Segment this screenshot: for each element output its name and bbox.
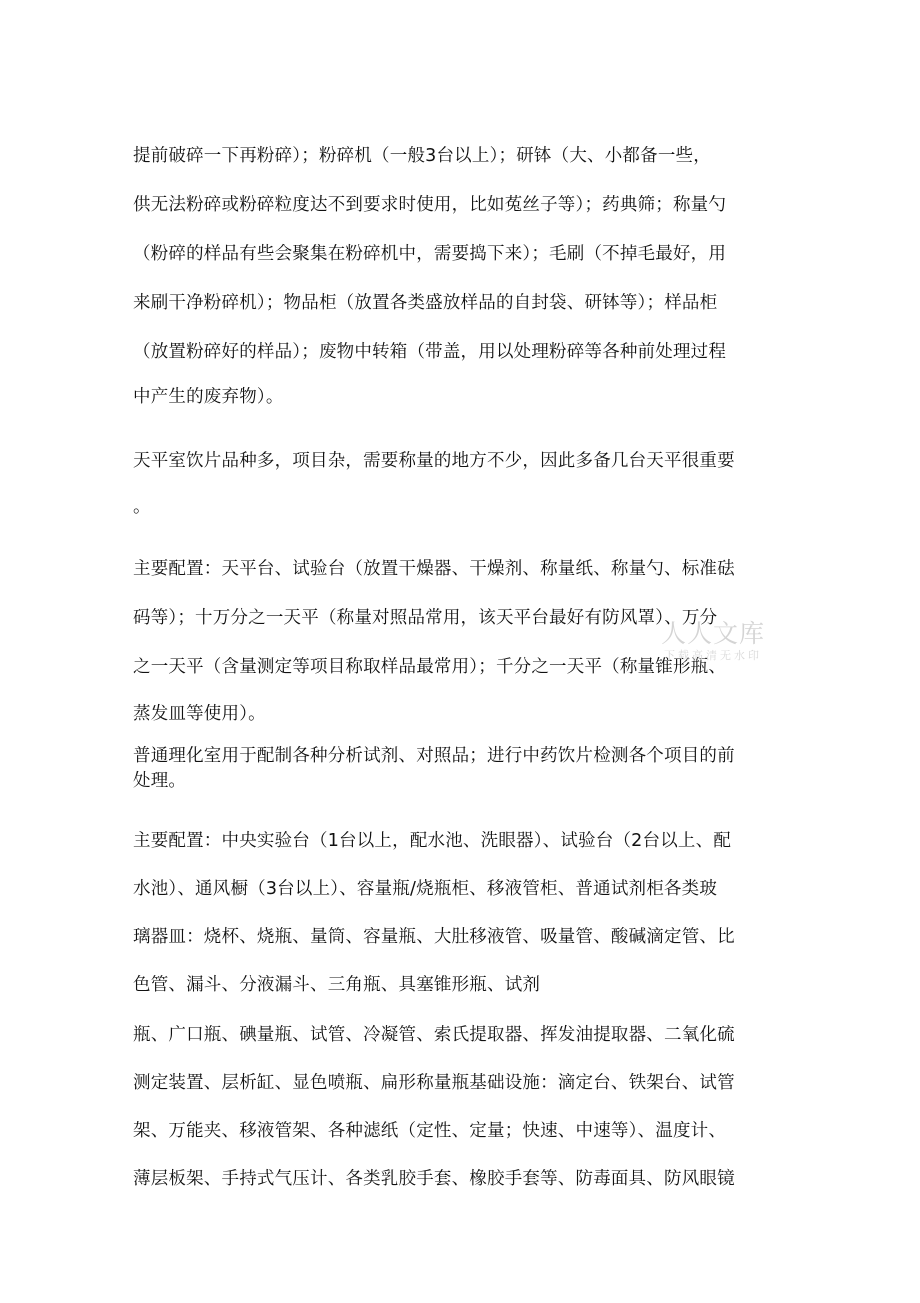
text-line-13: 普通理化室用于配制各种分析试剂、对照品；进行中药饮片检测各个项目的前 <box>133 746 735 766</box>
text-line-11: 之一天平（含量测定等项目称取样品最常用）；千分之一天平（称量锥形瓶、 <box>133 657 727 677</box>
text-line-17: 璃器皿：烧杯、烧瓶、量筒、容量瓶、大肚移液管、吸量管、酸碱滴定管、比 <box>133 927 735 947</box>
text-line-16: 水池）、通风橱（3台以上）、容量瓶/烧瓶柜、移液管柜、普通试剂柜各类玻 <box>133 879 718 899</box>
text-line-2: 供无法粉碎或粉碎粒度达不到要求时使用，比如菟丝子等）；药典筛；称量勺 <box>133 195 727 215</box>
text-line-4: 来刷干净粉碎机）；物品柜（放置各类盛放样品的自封袋、研钵等）；样品柜 <box>133 293 718 313</box>
text-line-22: 薄层板架、手持式气压计、各类乳胶手套、橡胶手套等、防毒面具、防风眼镜 <box>133 1169 735 1189</box>
text-line-5: （放置粉碎好的样品）；废物中转箱（带盖，用以处理粉碎等各种前处理过程 <box>133 342 727 362</box>
text-line-1: 提前破碎一下再粉碎）；粉碎机（一般3台以上）；研钵（大、小都备一些， <box>133 146 711 166</box>
text-line-12: 蒸发皿等使用）。 <box>133 704 266 724</box>
text-line-7: 天平室饮片品种多，项目杂，需要称量的地方不少，因此多备几台天平很重要 <box>133 451 735 471</box>
text-line-19: 瓶、广口瓶、碘量瓶、试管、冷凝管、索氏提取器、挥发油提取器、二氧化硫 <box>133 1025 735 1045</box>
text-line-18: 色管、漏斗、分液漏斗、三角瓶、具塞锥形瓶、试剂 <box>133 975 541 995</box>
text-line-20: 测定装置、层析缸、显色喷瓶、扁形称量瓶基础设施：滴定台、铁架台、试管 <box>133 1073 735 1093</box>
text-line-21: 架、万能夹、移液管架、各种滤纸（定性、定量；快速、中速等）、温度计、 <box>133 1121 727 1141</box>
text-line-9: 主要配置：天平台、试验台（放置干燥器、干燥剂、称量纸、称量勺、标准砝 <box>133 559 735 579</box>
watermark-title: 人人文库 <box>660 619 765 648</box>
text-line-8: 。 <box>133 497 151 517</box>
text-line-6: 中产生的废弃物）。 <box>133 387 284 407</box>
text-line-3: （粉碎的样品有些会聚集在粉碎机中，需要捣下来）；毛刷（不掉毛最好，用 <box>133 244 727 264</box>
text-line-14: 处理。 <box>133 771 187 791</box>
text-line-10: 码等）；十万分之一天平（称量对照品常用，该天平台最好有防风罩）、万分 <box>133 608 718 628</box>
watermark-subtitle: 下载高清无水印 <box>664 649 762 662</box>
text-line-15: 主要配置：中央实验台（1台以上，配水池、洗眼器）、试验台（2台以上、配 <box>133 831 732 851</box>
